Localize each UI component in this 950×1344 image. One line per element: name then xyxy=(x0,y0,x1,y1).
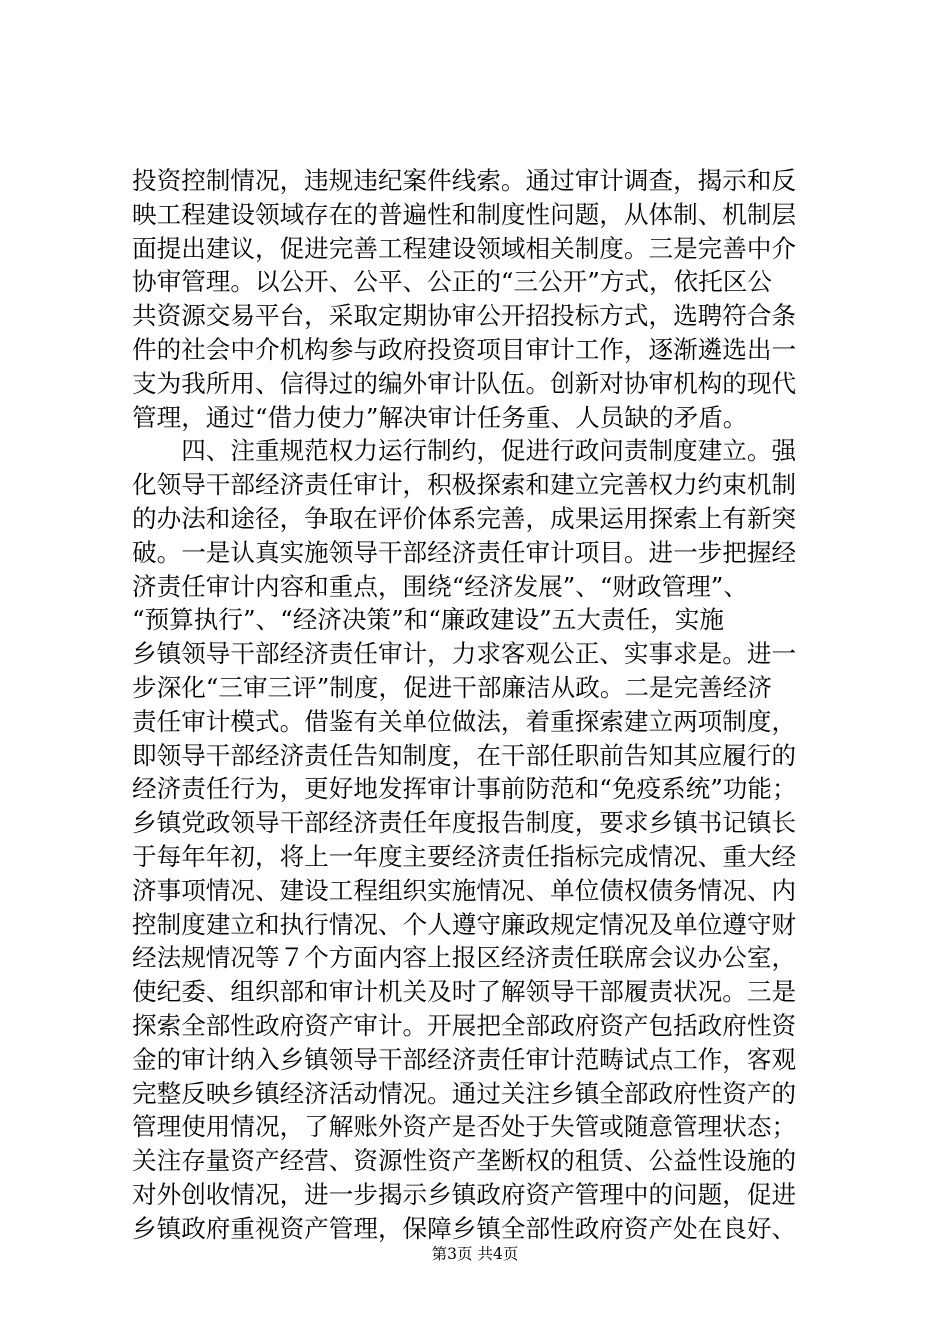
text-line: 济责任审计内容和重点，围绕“经济发展”、“财政管理”、 xyxy=(132,571,748,601)
text-line: 面提出建议，促进完善工程建设领域相关制度。三是完善中介 xyxy=(132,233,797,263)
text-line: 责任审计模式。借鉴有关单位做法，着重探索建立两项制度， xyxy=(132,706,797,736)
text-line: 的办法和途径，争取在评价体系完善，成果运用探索上有新突 xyxy=(132,503,797,533)
text-line: 于每年年初，将上一年度主要经济责任指标完成情况、重大经 xyxy=(132,841,797,871)
text-line: 步深化“三审三评”制度，促进干部廉洁从政。二是完善经济 xyxy=(132,672,772,702)
text-line: 管理使用情况，了解账外资产是否处于失管或随意管理状态； xyxy=(132,1112,797,1142)
text-line: 件的社会中介机构参与政府投资项目审计工作，逐渐遴选出一 xyxy=(132,334,797,364)
text-line: 金的审计纳入乡镇领导干部经济责任审计范畴试点工作，客观 xyxy=(132,1044,797,1074)
text-line: 乡镇党政领导干部经济责任年度报告制度，要求乡镇书记镇长 xyxy=(132,808,797,838)
text-line: 协审管理。以公开、公平、公正的“三公开”方式，依托区公 xyxy=(132,267,772,297)
text-line: 支为我所用、信得过的编外审计队伍。创新对协审机构的现代 xyxy=(132,368,797,398)
text-line: 探索全部性政府资产审计。开展把全部政府资产包括政府性资 xyxy=(132,1010,797,1040)
text-line: 共资源交易平台，采取定期协审公开招投标方式，选聘符合条 xyxy=(132,301,797,331)
text-line: 经法规情况等７个方面内容上报区经济责任联席会议办公室， xyxy=(132,943,797,973)
text-line: 完整反映乡镇经济活动情况。通过关注乡镇全部政府性资产的 xyxy=(132,1078,797,1108)
body-text xyxy=(132,164,832,1246)
text-line: 乡镇领导干部经济责任审计，力求客观公正、实事求是。进一 xyxy=(132,639,797,669)
text-line: 乡镇政府重视资产管理，保障乡镇全部性政府资产处在良好、 xyxy=(132,1213,797,1243)
text-line: “预算执行”、“经济决策”和“廉政建设”五大责任，实施 xyxy=(132,605,724,635)
page-number-footer: 第3页 共4页 xyxy=(431,1245,519,1263)
text-line: 控制度建立和执行情况、个人遵守廉政规定情况及单位遵守财 xyxy=(132,909,797,939)
text-line: 关注存量资产经营、资源性资产垄断权的租赁、公益性设施的 xyxy=(132,1146,797,1176)
text-line: 经济责任行为，更好地发挥审计事前防范和“免疫系统”功能； xyxy=(132,774,797,804)
text-line: 四、注重规范权力运行制约，促进行政问责制度建立。强 xyxy=(132,436,797,466)
text-line: 投资控制情况，违规违纪案件线索。通过审计调查，揭示和反 xyxy=(132,166,797,195)
text-line: 即领导干部经济责任告知制度，在干部任职前告知其应履行的 xyxy=(132,740,797,770)
text-line: 管理，通过“借力使力”解决审计任务重、人员缺的矛盾。 xyxy=(132,402,748,432)
text-line: 使纪委、组织部和审计机关及时了解领导干部履责状况。三是 xyxy=(132,977,797,1007)
text-line: 映工程建设领域存在的普遍性和制度性问题，从体制、机制层 xyxy=(132,199,797,229)
text-line: 化领导干部经济责任审计，积极探索和建立完善权力约束机制 xyxy=(132,470,797,500)
text-line: 济事项情况、建设工程组织实施情况、单位债权债务情况、内 xyxy=(132,875,797,905)
text-line: 破。一是认真实施领导干部经济责任审计项目。进一步把握经 xyxy=(132,537,797,567)
text-line: 对外创收情况，进一步揭示乡镇政府资产管理中的问题，促进 xyxy=(132,1179,797,1209)
